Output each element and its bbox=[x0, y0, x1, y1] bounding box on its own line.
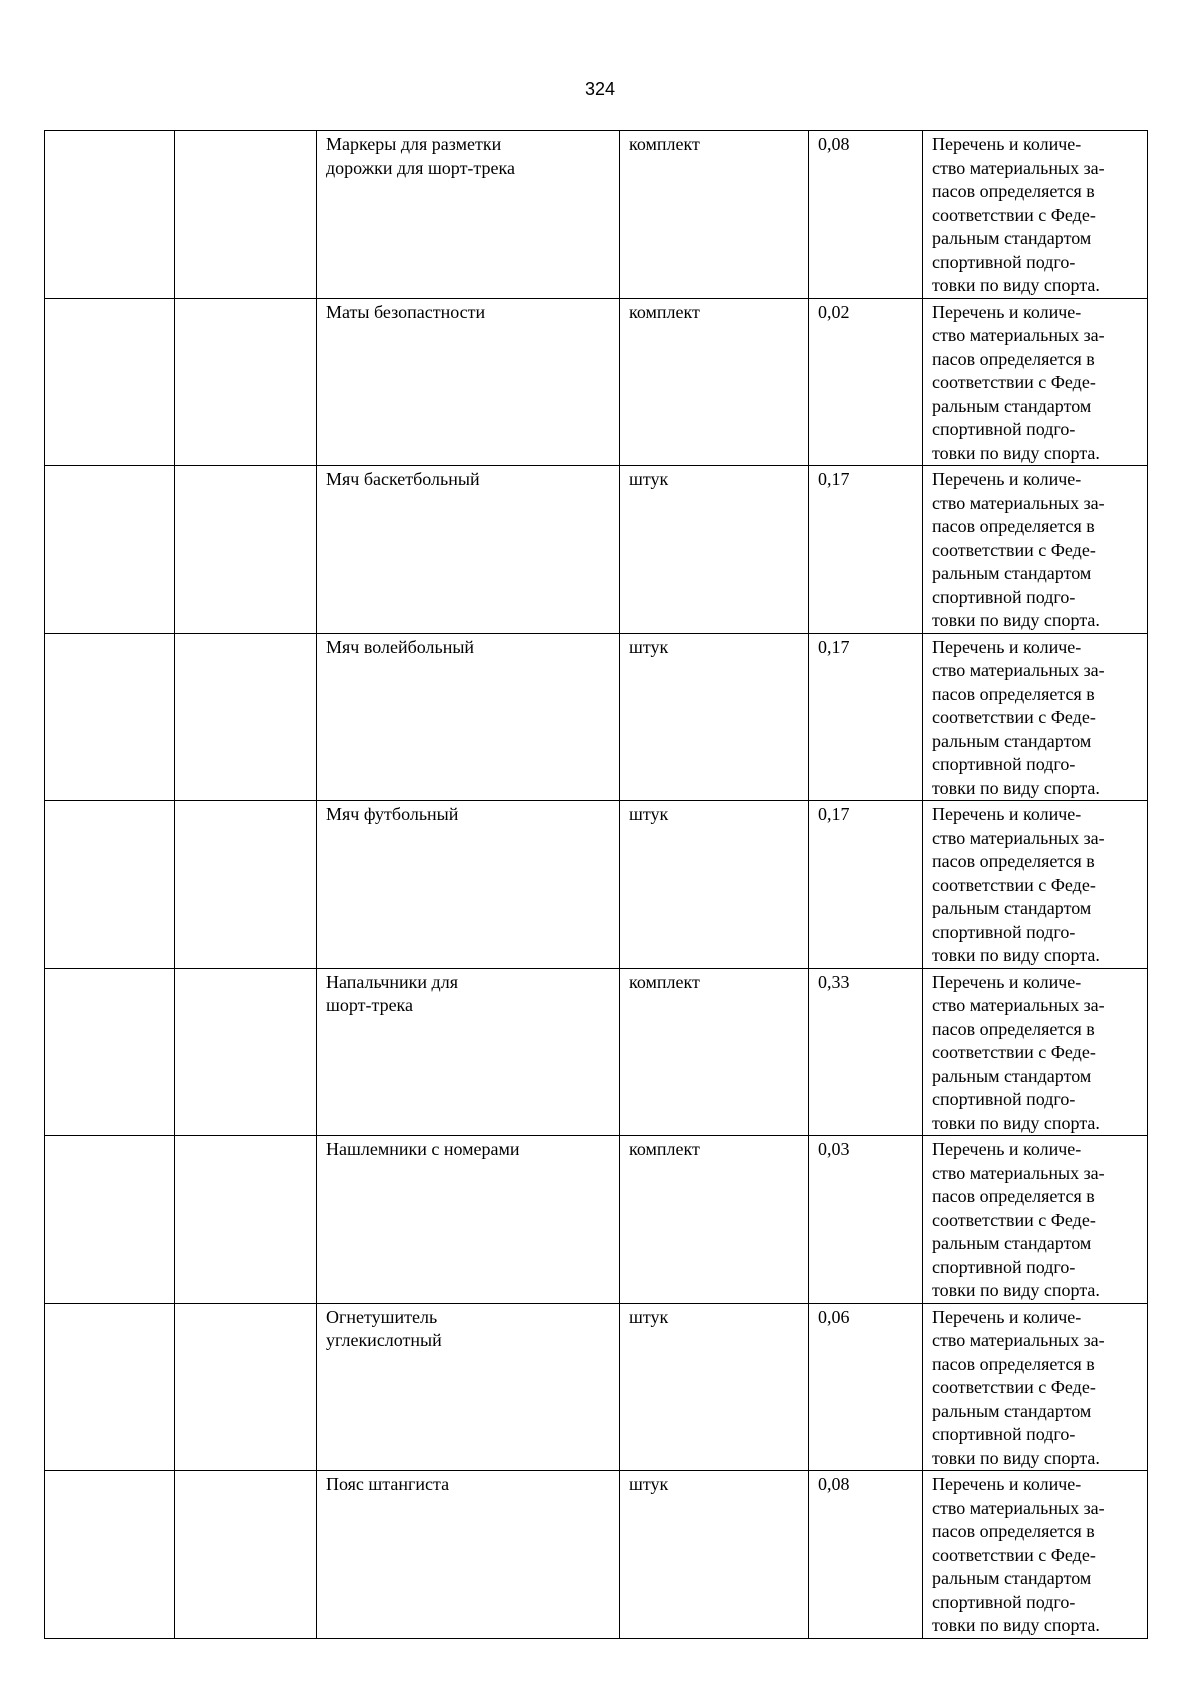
item-name-cell bbox=[317, 466, 620, 634]
quantity: 0,17 bbox=[818, 804, 850, 824]
note: Перечень и количе- ство материальных за- пасов определяется в соответствии с Феде- ральным стандартом спортивной подго- товки по виду спорта. bbox=[932, 971, 1105, 1133]
note-cell bbox=[923, 131, 1148, 299]
quantity: 0,17 bbox=[818, 636, 850, 657]
empty-cell-2 bbox=[175, 1303, 317, 1471]
quantity: 0,08 bbox=[818, 134, 850, 154]
item-name-cell bbox=[317, 1303, 620, 1471]
quantity-cell bbox=[809, 298, 923, 466]
table-row bbox=[45, 466, 1148, 634]
note: Перечень и количе- ство материальных за- пасов определяется в соответствии с Феде- ральным стандартом спортивной подго- товки по виду спорта. bbox=[932, 1139, 1105, 1300]
unit: штук bbox=[629, 1306, 669, 1327]
unit-cell bbox=[620, 298, 809, 466]
note-cell bbox=[923, 1303, 1148, 1471]
empty-cell-2 bbox=[175, 1471, 317, 1639]
note: Перечень и количе- ство материальных за- пасов определяется в соответствии с Феде- ральным стандартом спортивной подго- товки по виду спорта. bbox=[932, 1306, 1105, 1468]
quantity: 0,17 bbox=[818, 469, 850, 489]
quantity: 0,08 bbox=[818, 1474, 850, 1494]
unit-cell bbox=[620, 1303, 809, 1471]
empty-cell-1 bbox=[45, 1136, 175, 1304]
note-cell bbox=[923, 801, 1148, 969]
item-name-cell bbox=[317, 968, 620, 1136]
note-cell bbox=[923, 633, 1148, 801]
unit: комплект bbox=[629, 971, 700, 992]
item-name: Напальчники для шорт-трека bbox=[326, 971, 458, 1015]
item-name-cell bbox=[317, 131, 620, 299]
note: Перечень и количе- ство материальных за- пасов определяется в соответствии с Феде- ральным стандартом спортивной подго- товки по виду спорта. bbox=[932, 804, 1105, 965]
page-number: 324 bbox=[584, 79, 616, 99]
note-cell bbox=[923, 466, 1148, 634]
item-name: Мяч футбольный bbox=[326, 804, 459, 824]
unit: штук bbox=[629, 469, 669, 489]
unit-cell bbox=[620, 801, 809, 969]
item-name-cell bbox=[317, 1471, 620, 1639]
quantity-cell bbox=[809, 801, 923, 969]
quantity: 0,06 bbox=[818, 1306, 850, 1327]
empty-cell-1 bbox=[45, 466, 175, 634]
empty-cell-1 bbox=[45, 298, 175, 466]
table-row bbox=[45, 1303, 1148, 1471]
note: Перечень и количе- ство материальных за- пасов определяется в соответствии с Феде- ральным стандартом спортивной подго- товки по виду спорта. bbox=[932, 134, 1105, 295]
quantity: 0,02 bbox=[818, 301, 850, 322]
quantity-cell bbox=[809, 1471, 923, 1639]
empty-cell-2 bbox=[175, 131, 317, 299]
item-name-cell bbox=[317, 298, 620, 466]
note: Перечень и количе- ство материальных за- пасов определяется в соответствии с Феде- ральным стандартом спортивной подго- товки по виду спорта. bbox=[932, 469, 1105, 630]
item-name-cell bbox=[317, 1136, 620, 1304]
unit: штук bbox=[629, 636, 669, 657]
item-name: Маркеры для разметки дорожки для шорт-трека bbox=[326, 134, 515, 178]
empty-cell-2 bbox=[175, 968, 317, 1136]
item-name: Мяч волейбольный bbox=[326, 636, 475, 657]
table-row bbox=[45, 968, 1148, 1136]
empty-cell-1 bbox=[45, 633, 175, 801]
table-body bbox=[45, 131, 1148, 1639]
empty-cell-2 bbox=[175, 1136, 317, 1304]
unit: комплект bbox=[629, 1139, 700, 1159]
empty-cell-1 bbox=[45, 801, 175, 969]
table-row bbox=[45, 1471, 1148, 1639]
unit: штук bbox=[629, 1474, 669, 1494]
note: Перечень и количе- ство материальных за- пасов определяется в соответствии с Феде- ральным стандартом спортивной подго- товки по виду спорта. bbox=[932, 1474, 1105, 1635]
table-row bbox=[45, 633, 1148, 801]
item-name: Огнетушитель углекислотный bbox=[326, 1306, 442, 1350]
unit-cell bbox=[620, 1471, 809, 1639]
unit: штук bbox=[629, 804, 669, 824]
unit-cell bbox=[620, 633, 809, 801]
item-name-cell bbox=[317, 801, 620, 969]
quantity-cell bbox=[809, 633, 923, 801]
quantity: 0,33 bbox=[818, 971, 850, 992]
table-row bbox=[45, 131, 1148, 299]
quantity-cell bbox=[809, 131, 923, 299]
item-name: Нашлемники с номерами bbox=[326, 1139, 520, 1159]
note-cell bbox=[923, 298, 1148, 466]
materials-table bbox=[44, 130, 1148, 1639]
quantity: 0,03 bbox=[818, 1139, 850, 1159]
unit-cell bbox=[620, 131, 809, 299]
empty-cell-1 bbox=[45, 131, 175, 299]
item-name-cell bbox=[317, 633, 620, 801]
table-row bbox=[45, 1136, 1148, 1304]
empty-cell-2 bbox=[175, 466, 317, 634]
empty-cell-1 bbox=[45, 1471, 175, 1639]
table-row bbox=[45, 801, 1148, 969]
table-row bbox=[45, 298, 1148, 466]
note-cell bbox=[923, 968, 1148, 1136]
item-name: Мяч баскетбольный bbox=[326, 469, 480, 489]
note-cell bbox=[923, 1471, 1148, 1639]
unit: комплект bbox=[629, 301, 700, 322]
quantity-cell bbox=[809, 466, 923, 634]
unit-cell bbox=[620, 466, 809, 634]
empty-cell-2 bbox=[175, 298, 317, 466]
empty-cell-2 bbox=[175, 801, 317, 969]
note: Перечень и количе- ство материальных за- пасов определяется в соответствии с Феде- ральным стандартом спортивной подго- товки по виду спорта. bbox=[932, 636, 1105, 798]
empty-cell-2 bbox=[175, 633, 317, 801]
unit: комплект bbox=[629, 134, 700, 154]
quantity-cell bbox=[809, 1303, 923, 1471]
quantity-cell bbox=[809, 968, 923, 1136]
unit-cell bbox=[620, 968, 809, 1136]
unit-cell bbox=[620, 1136, 809, 1304]
note-cell bbox=[923, 1136, 1148, 1304]
item-name: Пояс штангиста bbox=[326, 1474, 450, 1494]
empty-cell-1 bbox=[45, 968, 175, 1136]
empty-cell-1 bbox=[45, 1303, 175, 1471]
item-name: Маты безопастности bbox=[326, 301, 486, 322]
quantity-cell bbox=[809, 1136, 923, 1304]
note: Перечень и количе- ство материальных за- пасов определяется в соответствии с Феде- ральным стандартом спортивной подго- товки по виду спорта. bbox=[932, 301, 1105, 463]
